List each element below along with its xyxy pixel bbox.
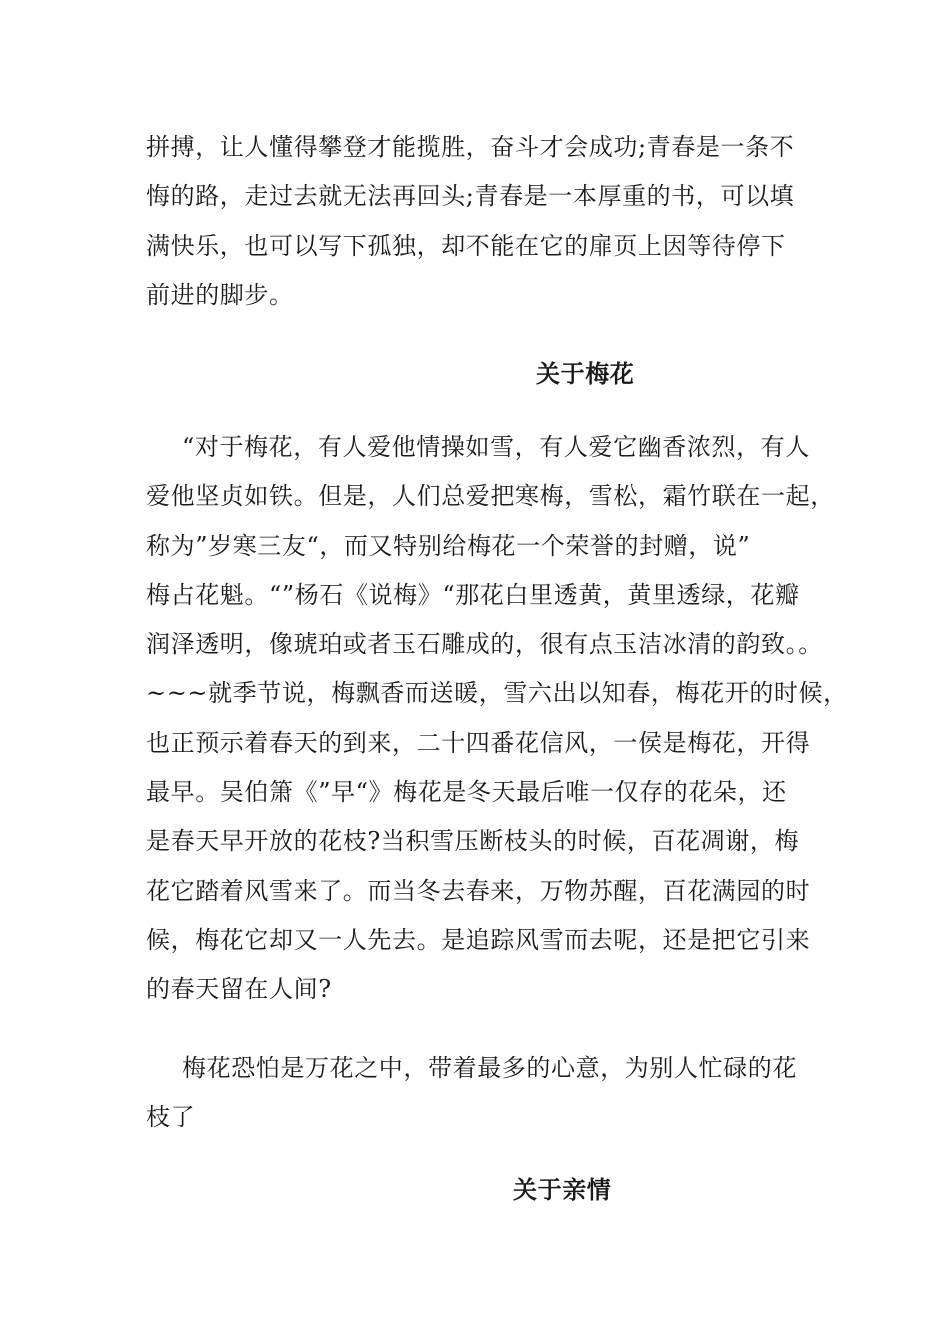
plum-paragraph-1 (146, 423, 848, 1015)
paragraph-line: 枝了 (146, 1103, 196, 1132)
intro-paragraph (146, 123, 794, 320)
paragraph-line: 也正预示着春天的到来，二十四番花信风，一侯是梅花，开得 (146, 728, 811, 757)
paragraph-line: 是春天早开放的花枝?当积雪压断枝头的时候，百花凋谢，梅 (146, 827, 800, 856)
section-title-family: 关于亲情 (513, 1176, 612, 1204)
paragraph-line: “对于梅花，有人爱他情操如雪，有人爱它幽香浓烈，有人 (182, 433, 810, 461)
paragraph-line: 花它踏着风雪来了。而当冬去春来，万物苏醒，百花满园的时 (146, 876, 811, 905)
paragraph-line: 前进的脚步。 (146, 280, 294, 309)
section-title-plum: 关于梅花 (536, 359, 635, 388)
paragraph-line: 梅占花魁。“”杨石《说梅》“那花白里透黄，黄里透绿，花瓣 (146, 580, 800, 609)
paragraph-line: 梅花恐怕是万花之中，带着最多的心意，为别人忙碌的花 (182, 1054, 797, 1082)
plum-paragraph-2 (146, 1044, 797, 1143)
paragraph-line: 拼搏，让人懂得攀登才能揽胜，奋斗才会成功;青春是一条不 (146, 133, 795, 161)
paragraph-line: 候，梅花它却又一人先去。是追踪风雪而去呢，还是把它引来 (146, 925, 811, 954)
paragraph-line: 爱他坚贞如铁。但是，人们总爱把寒梅，雪松，霜竹联在一起， (146, 482, 835, 511)
paragraph-line: ~~~就季节说，梅飘香而送暖，雪六出以知春，梅花开的时候， (146, 679, 848, 708)
paragraph-line: 满快乐，也可以写下孤独，却不能在它的扉页上因等待停下 (146, 231, 786, 260)
paragraph-line: 称为”岁寒三友“，而又特别给梅花一个荣誉的封赠，说” (146, 531, 751, 560)
paragraph-line: 润泽透明，像琥珀或者玉石雕成的，很有点玉洁冰清的韵致。。 (146, 630, 823, 659)
paragraph-line: 最早。吴伯箫《”早“》梅花是冬天最后唯一仅存的花朵，还 (146, 778, 787, 807)
paragraph-line: 的春天留在人间? (146, 975, 332, 1004)
paragraph-line: 悔的路，走过去就无法再回头;青春是一本厚重的书，可以填 (146, 182, 795, 211)
